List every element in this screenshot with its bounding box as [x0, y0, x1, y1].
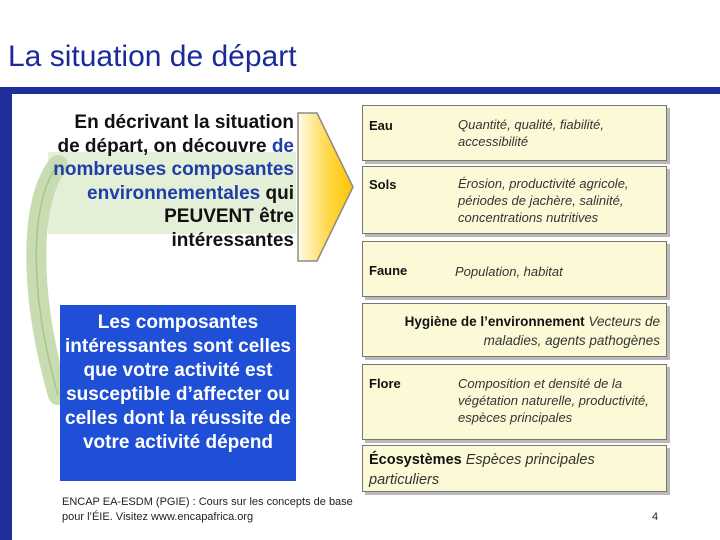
card-faune	[362, 241, 667, 297]
card-description: Vecteurs de maladies, agents pathogènes	[483, 314, 660, 348]
card-description: Quantité, qualité, fiabilité, accessibilité	[458, 117, 604, 149]
card-text	[369, 312, 660, 350]
page-title: La situation de départ	[8, 40, 297, 73]
footer-line-1: ENCAP EA-ESDM (PGIE) : Cours sur les concepts de base	[62, 496, 353, 508]
intro-highlight: de nombreuses composantes environnementales	[53, 135, 294, 204]
card-description: Population, habitat	[455, 264, 563, 279]
card-category: Faune	[369, 263, 408, 278]
footer-citation	[62, 495, 353, 525]
card-description: Érosion, productivité agricole, périodes de jachère, salinité, concentrations nutritives	[458, 176, 629, 225]
card-category: Eau	[369, 118, 393, 133]
intro-part1: En décrivant la situation de départ, on découvre	[57, 112, 294, 157]
card-eau	[362, 105, 667, 161]
card-hygiene	[362, 303, 667, 357]
definition-box: Les composantes intéressantes sont celles que votre activité est susceptible d’affecter ou celles dont la réussite de votre activité dépend	[60, 305, 296, 481]
card-sols	[362, 166, 667, 234]
intro-text	[48, 111, 294, 252]
card-flore	[362, 364, 667, 440]
intro-part2: qui PEUVENT être intéressantes	[164, 182, 294, 251]
card-category: Écosystèmes	[369, 452, 462, 468]
card-description: Composition et densité de la végétation naturelle, productivité, espèces principales	[458, 376, 649, 425]
card-category: Flore	[369, 376, 401, 391]
card-text	[369, 450, 660, 490]
footer-line-2: pour l’ÉIE. Visitez www.encapafrica.org	[62, 511, 254, 523]
card-category: Sols	[369, 177, 397, 192]
card-ecosystemes	[362, 445, 667, 492]
page-number: 4	[652, 511, 659, 523]
chevron-arrow-icon	[295, 110, 357, 265]
card-category: Hygiène de l’environnement	[404, 314, 585, 329]
card-description: Espèces principales particuliers	[369, 452, 595, 488]
